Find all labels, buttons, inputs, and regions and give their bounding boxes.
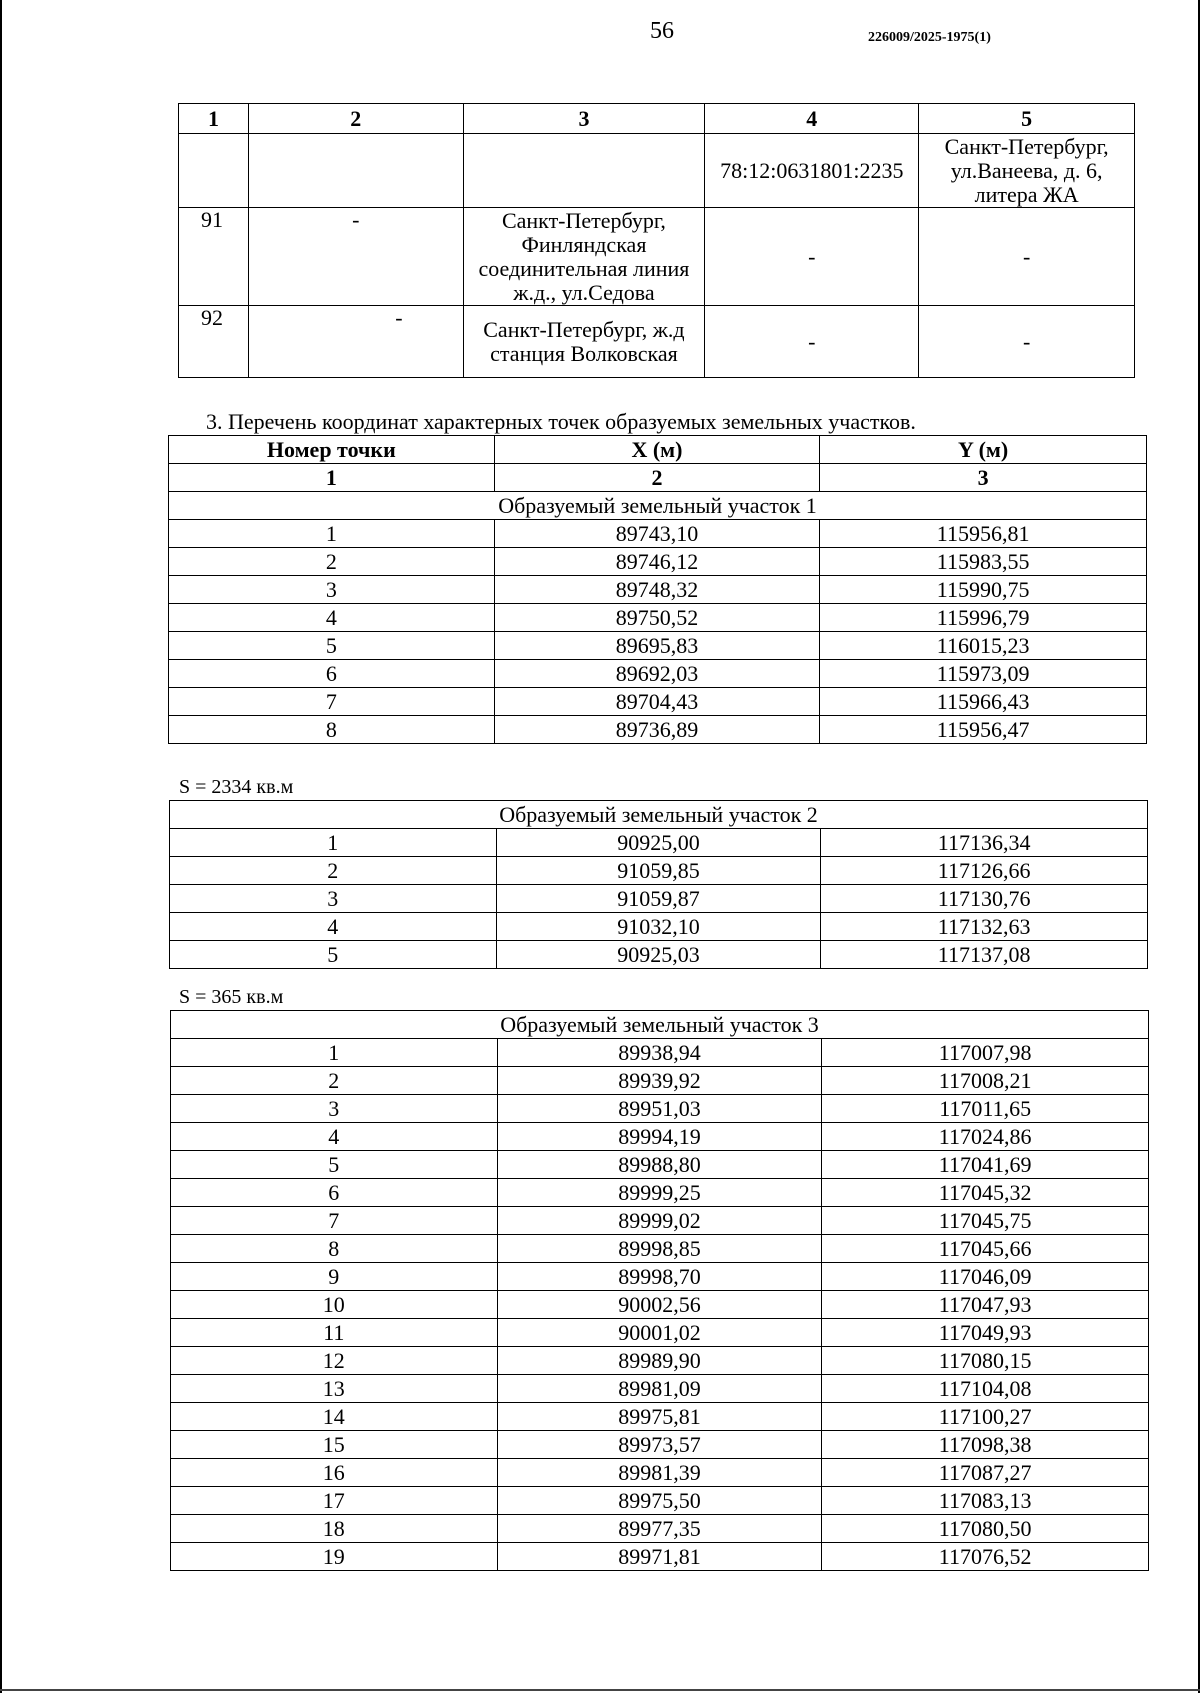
x-value: 89999,02 (497, 1207, 822, 1235)
x-value: 89988,80 (497, 1151, 822, 1179)
point-number: 4 (169, 604, 495, 632)
table-cell: - (248, 208, 463, 306)
table-row (171, 1543, 1149, 1571)
address-cell: Санкт-Петербург, Финляндская соединительная линия ж.д., ул.Седова (463, 208, 705, 306)
x-value: 89998,85 (497, 1235, 822, 1263)
x-value: 89998,70 (497, 1263, 822, 1291)
y-value: 117098,38 (822, 1431, 1149, 1459)
x-value: 89743,10 (494, 520, 820, 548)
plot-2-area: S = 365 кв.м (179, 986, 284, 1008)
x-value: 89748,32 (494, 576, 820, 604)
x-value: 89746,12 (494, 548, 820, 576)
table-cell: - (705, 208, 919, 306)
objects-table (178, 103, 1135, 378)
table-row (171, 1403, 1149, 1431)
point-number: 19 (171, 1543, 498, 1571)
page-edge-bottom (0, 1689, 1200, 1691)
x-value: 90925,03 (496, 941, 821, 969)
x-value: 89704,43 (494, 688, 820, 716)
column-number: 2 (494, 464, 820, 492)
y-value: 117083,13 (822, 1487, 1149, 1515)
y-value: 115966,43 (820, 688, 1147, 716)
point-number: 3 (169, 576, 495, 604)
point-number: 7 (171, 1207, 498, 1235)
x-value: 91032,10 (496, 913, 821, 941)
table-row (171, 1263, 1149, 1291)
y-value: 117080,50 (822, 1515, 1149, 1543)
point-number: 5 (170, 941, 497, 969)
table-row (171, 1039, 1149, 1067)
table-row (169, 576, 1147, 604)
x-value: 89973,57 (497, 1431, 822, 1459)
plot-title: Образуемый земельный участок 2 (170, 801, 1148, 829)
header-y: Y (м) (820, 436, 1147, 464)
objects-col-1: 1 (179, 104, 249, 134)
point-number: 10 (171, 1291, 498, 1319)
x-value: 89975,81 (497, 1403, 822, 1431)
y-value: 117087,27 (822, 1459, 1149, 1487)
table-row (171, 1319, 1149, 1347)
y-value: 115990,75 (820, 576, 1147, 604)
point-number: 8 (171, 1235, 498, 1263)
plot-1-area: S = 2334 кв.м (179, 776, 294, 798)
point-number: 15 (171, 1431, 498, 1459)
point-number: 1 (170, 829, 497, 857)
table-cell (248, 134, 463, 208)
cadastral-number: 78:12:0631801:2235 (705, 134, 919, 208)
objects-col-2: 2 (248, 104, 463, 134)
x-value: 89999,25 (497, 1179, 822, 1207)
y-value: 117100,27 (822, 1403, 1149, 1431)
table-row (171, 1347, 1149, 1375)
table-row (171, 1459, 1149, 1487)
row-number (179, 134, 249, 208)
table-row (171, 1291, 1149, 1319)
table-row (179, 134, 1135, 208)
table-row (171, 1151, 1149, 1179)
table-row (171, 1179, 1149, 1207)
y-value: 117104,08 (822, 1375, 1149, 1403)
table-row (171, 1123, 1149, 1151)
y-value: 117132,63 (821, 913, 1148, 941)
y-value: 117047,93 (822, 1291, 1149, 1319)
point-number: 18 (171, 1515, 498, 1543)
table-row (171, 1431, 1149, 1459)
table-row (170, 913, 1148, 941)
table-row (169, 660, 1147, 688)
x-value: 89977,35 (497, 1515, 822, 1543)
point-number: 4 (170, 913, 497, 941)
y-value: 116015,23 (820, 632, 1147, 660)
objects-col-3: 3 (463, 104, 705, 134)
table-row (170, 829, 1148, 857)
y-value: 117011,65 (822, 1095, 1149, 1123)
x-value: 89939,92 (497, 1067, 822, 1095)
x-value: 91059,85 (496, 857, 821, 885)
x-value: 89750,52 (494, 604, 820, 632)
row-number: 91 (179, 208, 249, 306)
page-number: 56 (650, 18, 674, 44)
y-value: 117041,69 (822, 1151, 1149, 1179)
point-number: 11 (171, 1319, 498, 1347)
coordinates-header-row (169, 436, 1147, 464)
page-edge-left (0, 0, 2, 1693)
y-value: 117024,86 (822, 1123, 1149, 1151)
y-value: 117046,09 (822, 1263, 1149, 1291)
table-row (171, 1207, 1149, 1235)
x-value: 90925,00 (496, 829, 821, 857)
point-number: 4 (171, 1123, 498, 1151)
point-number: 17 (171, 1487, 498, 1515)
table-row (169, 548, 1147, 576)
point-number: 12 (171, 1347, 498, 1375)
table-row (170, 857, 1148, 885)
x-value: 89938,94 (497, 1039, 822, 1067)
y-value: 117045,66 (822, 1235, 1149, 1263)
x-value: 89994,19 (497, 1123, 822, 1151)
y-value: 117080,15 (822, 1347, 1149, 1375)
point-number: 2 (169, 548, 495, 576)
objects-col-4: 4 (705, 104, 919, 134)
table-cell: - (919, 208, 1135, 306)
table-row (171, 1515, 1149, 1543)
x-value: 89989,90 (497, 1347, 822, 1375)
point-number: 1 (171, 1039, 498, 1067)
point-number: 2 (170, 857, 497, 885)
header-x: X (м) (494, 436, 820, 464)
table-row (171, 1067, 1149, 1095)
table-cell: - (248, 306, 463, 378)
y-value: 117045,32 (822, 1179, 1149, 1207)
y-value: 115983,55 (820, 548, 1147, 576)
y-value: 117137,08 (821, 941, 1148, 969)
x-value: 89981,39 (497, 1459, 822, 1487)
address-cell: Санкт-Петербург, ж.д станция Волковская (463, 306, 705, 378)
point-number: 5 (169, 632, 495, 660)
table-row (170, 885, 1148, 913)
table-row (171, 1375, 1149, 1403)
y-value: 117136,34 (821, 829, 1148, 857)
coordinates-table-plot-3 (170, 1010, 1149, 1571)
coordinates-table-plot-2 (169, 800, 1148, 969)
point-number: 16 (171, 1459, 498, 1487)
table-cell (463, 134, 705, 208)
point-number: 5 (171, 1151, 498, 1179)
column-number: 3 (820, 464, 1147, 492)
document-code: 226009/2025-1975(1) (868, 30, 991, 45)
table-row (169, 520, 1147, 548)
address-cell: Санкт-Петербург, ул.Ванеева, д. 6, литера ЖА (919, 134, 1135, 208)
x-value: 89951,03 (497, 1095, 822, 1123)
x-value: 89736,89 (494, 716, 820, 744)
table-row (169, 716, 1147, 744)
header-point-number: Номер точки (169, 436, 495, 464)
y-value: 117007,98 (822, 1039, 1149, 1067)
x-value: 91059,87 (496, 885, 821, 913)
row-number: 92 (179, 306, 249, 378)
table-row (169, 688, 1147, 716)
column-numbers-row (169, 464, 1147, 492)
x-value: 89971,81 (497, 1543, 822, 1571)
y-value: 117008,21 (822, 1067, 1149, 1095)
table-row (171, 1235, 1149, 1263)
point-number: 6 (171, 1179, 498, 1207)
y-value: 117049,93 (822, 1319, 1149, 1347)
y-value: 115973,09 (820, 660, 1147, 688)
table-cell: - (919, 306, 1135, 378)
objects-col-5: 5 (919, 104, 1135, 134)
x-value: 90001,02 (497, 1319, 822, 1347)
y-value: 115956,81 (820, 520, 1147, 548)
x-value: 90002,56 (497, 1291, 822, 1319)
table-row (179, 208, 1135, 306)
table-row (170, 941, 1148, 969)
coordinates-table-plot-1 (168, 435, 1147, 744)
x-value: 89975,50 (497, 1487, 822, 1515)
point-number: 6 (169, 660, 495, 688)
point-number: 9 (171, 1263, 498, 1291)
x-value: 89692,03 (494, 660, 820, 688)
column-number: 1 (169, 464, 495, 492)
table-cell: - (705, 306, 919, 378)
point-number: 3 (171, 1095, 498, 1123)
table-row (171, 1487, 1149, 1515)
y-value: 117130,76 (821, 885, 1148, 913)
point-number: 3 (170, 885, 497, 913)
point-number: 14 (171, 1403, 498, 1431)
table-row (169, 604, 1147, 632)
point-number: 2 (171, 1067, 498, 1095)
y-value: 115996,79 (820, 604, 1147, 632)
point-number: 13 (171, 1375, 498, 1403)
table-row (169, 632, 1147, 660)
table-row (179, 306, 1135, 378)
section-heading: 3. Перечень координат характерных точек образуемых земельных участков. (206, 409, 916, 434)
x-value: 89695,83 (494, 632, 820, 660)
y-value: 117076,52 (822, 1543, 1149, 1571)
x-value: 89981,09 (497, 1375, 822, 1403)
objects-table-header-row (179, 104, 1135, 134)
point-number: 7 (169, 688, 495, 716)
point-number: 1 (169, 520, 495, 548)
point-number: 8 (169, 716, 495, 744)
plot-title: Образуемый земельный участок 1 (169, 492, 1147, 520)
plot-title: Образуемый земельный участок 3 (171, 1011, 1149, 1039)
y-value: 115956,47 (820, 716, 1147, 744)
y-value: 117045,75 (822, 1207, 1149, 1235)
table-row (171, 1095, 1149, 1123)
y-value: 117126,66 (821, 857, 1148, 885)
